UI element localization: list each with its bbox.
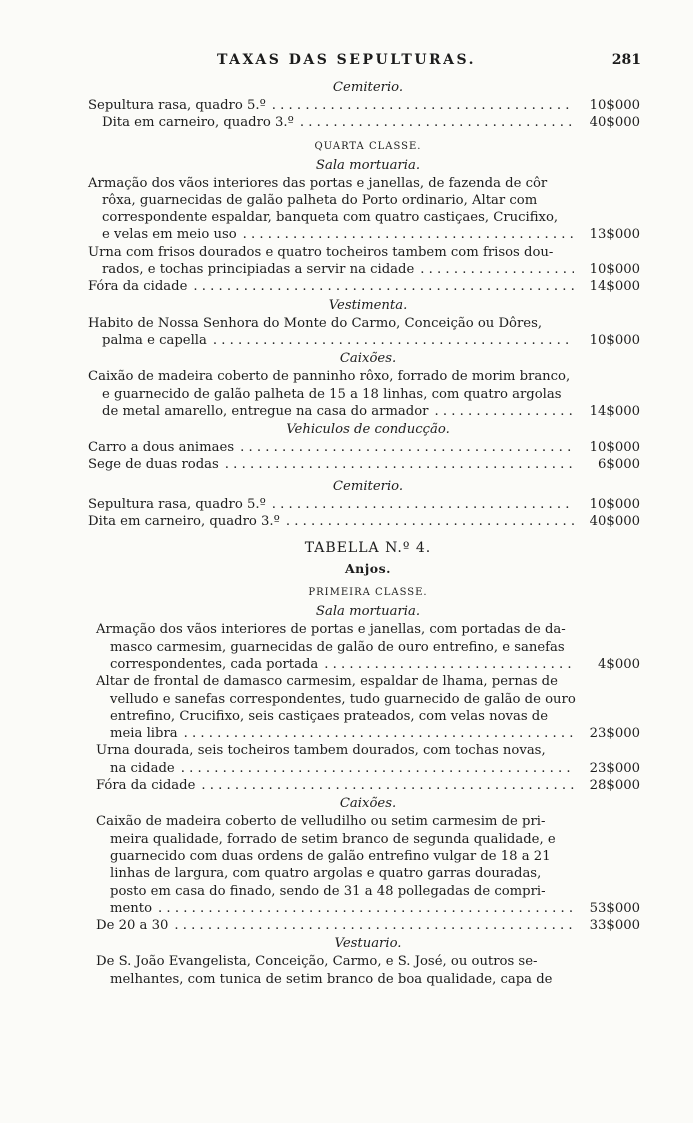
line: Urna com frisos dourados e quatro tocheiros tambem com frisos dou- <box>88 244 554 260</box>
list-item <box>88 114 648 131</box>
class-heading: QUARTA CLASSE. <box>314 140 422 152</box>
line: posto em casa do finado, sendo de 31 a 48 pollegadas de compri- <box>110 883 546 899</box>
list-item <box>88 496 648 513</box>
item-price: 10$000 <box>589 98 640 113</box>
line: correspondente espaldar, banqueta com quatro castiçaes, Crucifixo, <box>102 210 559 226</box>
list-item <box>88 513 648 530</box>
list-item <box>88 656 648 673</box>
list-item <box>88 97 648 114</box>
line: velludo e sanefas correspondentes, tudo guarnecido de galão de ouro <box>110 691 576 707</box>
line: linhas de largura, com quatro argolas e quatro garras douradas, <box>110 866 542 882</box>
section-title-vestuario: Vestuario. <box>334 936 402 952</box>
line: rôxa, guarnecidas de galão palheta do Porto ordinario, Altar com <box>102 192 538 208</box>
table-title: TABELLA N.º 4. <box>304 540 432 557</box>
section-title-cemiterio: Cemiterio. <box>332 478 404 494</box>
item-text: Fóra da cidade . . . <box>96 777 574 794</box>
running-title: TAXAS DAS SEPULTURAS. <box>216 52 477 68</box>
item-text: palma e capella . . . <box>102 332 574 349</box>
line: masco carmesim, guarnecidas de galão de ouro entrefino, e sanefas <box>110 639 565 655</box>
list-item <box>88 439 648 456</box>
line: Armação dos vãos interiores das portas e janellas, de fazenda de côr <box>88 175 548 191</box>
item-text: de metal amarello, entregue na casa do armador . . . <box>102 403 574 420</box>
section-title-vestimenta: Vestimenta. <box>328 297 408 313</box>
item-text: Dita em carneiro, quadro 3.º . . . <box>102 114 574 131</box>
item-price: 14$000 <box>589 403 640 419</box>
line: Habito de Nossa Senhora do Monte do Carmo, Conceição ou Dôres, <box>88 315 543 331</box>
list-item <box>88 226 648 243</box>
item-price: 23$000 <box>589 760 640 776</box>
item-price: 13$000 <box>589 227 640 243</box>
item-text: correspondentes, cada portada . . . <box>110 656 574 673</box>
line: Caixão de madeira coberto de velludilho ou setim carmesim de pri- <box>96 814 546 830</box>
item-text: Fóra da cidade . . . <box>88 278 574 295</box>
item-price: 10$000 <box>589 496 640 512</box>
list-item <box>88 900 648 917</box>
line: Altar de frontal de damasco carmesim, espaldar de lhama, pernas de <box>96 674 558 690</box>
item-price: 40$000 <box>589 115 640 131</box>
item-text: Sege de duas rodas . . . <box>88 456 574 473</box>
item-text: Carro a dous animaes . . . <box>88 439 574 456</box>
line: Armação dos vãos interiores de portas e janellas, com portadas de da- <box>96 622 566 638</box>
section-title-caixoes: Caixões. <box>339 351 397 367</box>
class-heading: PRIMEIRA CLASSE. <box>308 587 428 599</box>
list-item <box>88 725 648 742</box>
list-item <box>88 261 648 278</box>
item-price: 4$000 <box>598 656 640 672</box>
list-item <box>88 403 648 420</box>
section-title-sala: Sala mortuaria. <box>315 604 421 620</box>
table-subtitle: Anjos. <box>344 561 392 577</box>
item-text: meia libra . . . <box>110 725 574 742</box>
list-item <box>88 332 648 349</box>
line: guarnecido com duas ordens de galão entrefino vulgar de 18 a 21 <box>110 848 551 864</box>
document-body <box>88 78 648 988</box>
page-number: 281 <box>611 52 641 68</box>
line: De S. João Evangelista, Conceição, Carmo, e S. José, ou outros se- <box>96 954 538 970</box>
item-text: Sepultura rasa, quadro 5.º . . . <box>88 97 574 114</box>
item-text: na cidade . . . <box>110 760 574 777</box>
line: entrefino, Crucifixo, seis castiçaes prateados, com velas novas de <box>110 708 549 724</box>
item-text: rados, e tochas principiadas a servir na cidade . . . <box>102 261 574 278</box>
item-price: 14$000 <box>589 279 640 295</box>
line: Urna dourada, seis tocheiros tambem dourados, com tochas novas, <box>96 743 546 759</box>
running-header <box>0 52 693 72</box>
line: melhantes, com tunica de setim branco de boa qualidade, capa de <box>110 971 553 987</box>
item-text: De 20 a 30 . . . <box>96 917 574 934</box>
item-text: mento . . . <box>110 900 574 917</box>
section-title-caixoes: Caixões. <box>339 796 397 812</box>
list-item <box>88 278 648 295</box>
item-price: 33$000 <box>589 918 640 934</box>
section-title-vehiculos: Vehiculos de conducção. <box>286 422 450 438</box>
section-title-sala: Sala mortuaria. <box>315 157 421 173</box>
line: e guarnecido de galão palheta de 15 a 18 linhas, com quatro argolas <box>102 386 562 402</box>
item-price: 40$000 <box>589 514 640 530</box>
line: Caixão de madeira coberto de panninho rôxo, forrado de morim branco, <box>88 369 571 385</box>
item-price: 6$000 <box>598 457 640 473</box>
item-price: 23$000 <box>589 726 640 742</box>
list-item <box>88 777 648 794</box>
section-title-cemiterio: Cemiterio. <box>332 80 404 95</box>
item-price: 53$000 <box>589 900 640 916</box>
item-price: 10$000 <box>589 262 640 278</box>
item-text: Dita em carneiro, quadro 3.º . . . <box>88 513 574 530</box>
item-price: 10$000 <box>589 440 640 456</box>
item-price: 28$000 <box>589 778 640 794</box>
item-text: e velas em meio uso . . . <box>102 226 574 243</box>
item-price: 10$000 <box>589 332 640 348</box>
line: meira qualidade, forrado de setim branco de segunda qualidade, e <box>110 831 556 847</box>
list-item <box>88 760 648 777</box>
list-item <box>88 917 648 934</box>
list-item <box>88 456 648 473</box>
item-text: Sepultura rasa, quadro 5.º . . . <box>88 496 574 513</box>
